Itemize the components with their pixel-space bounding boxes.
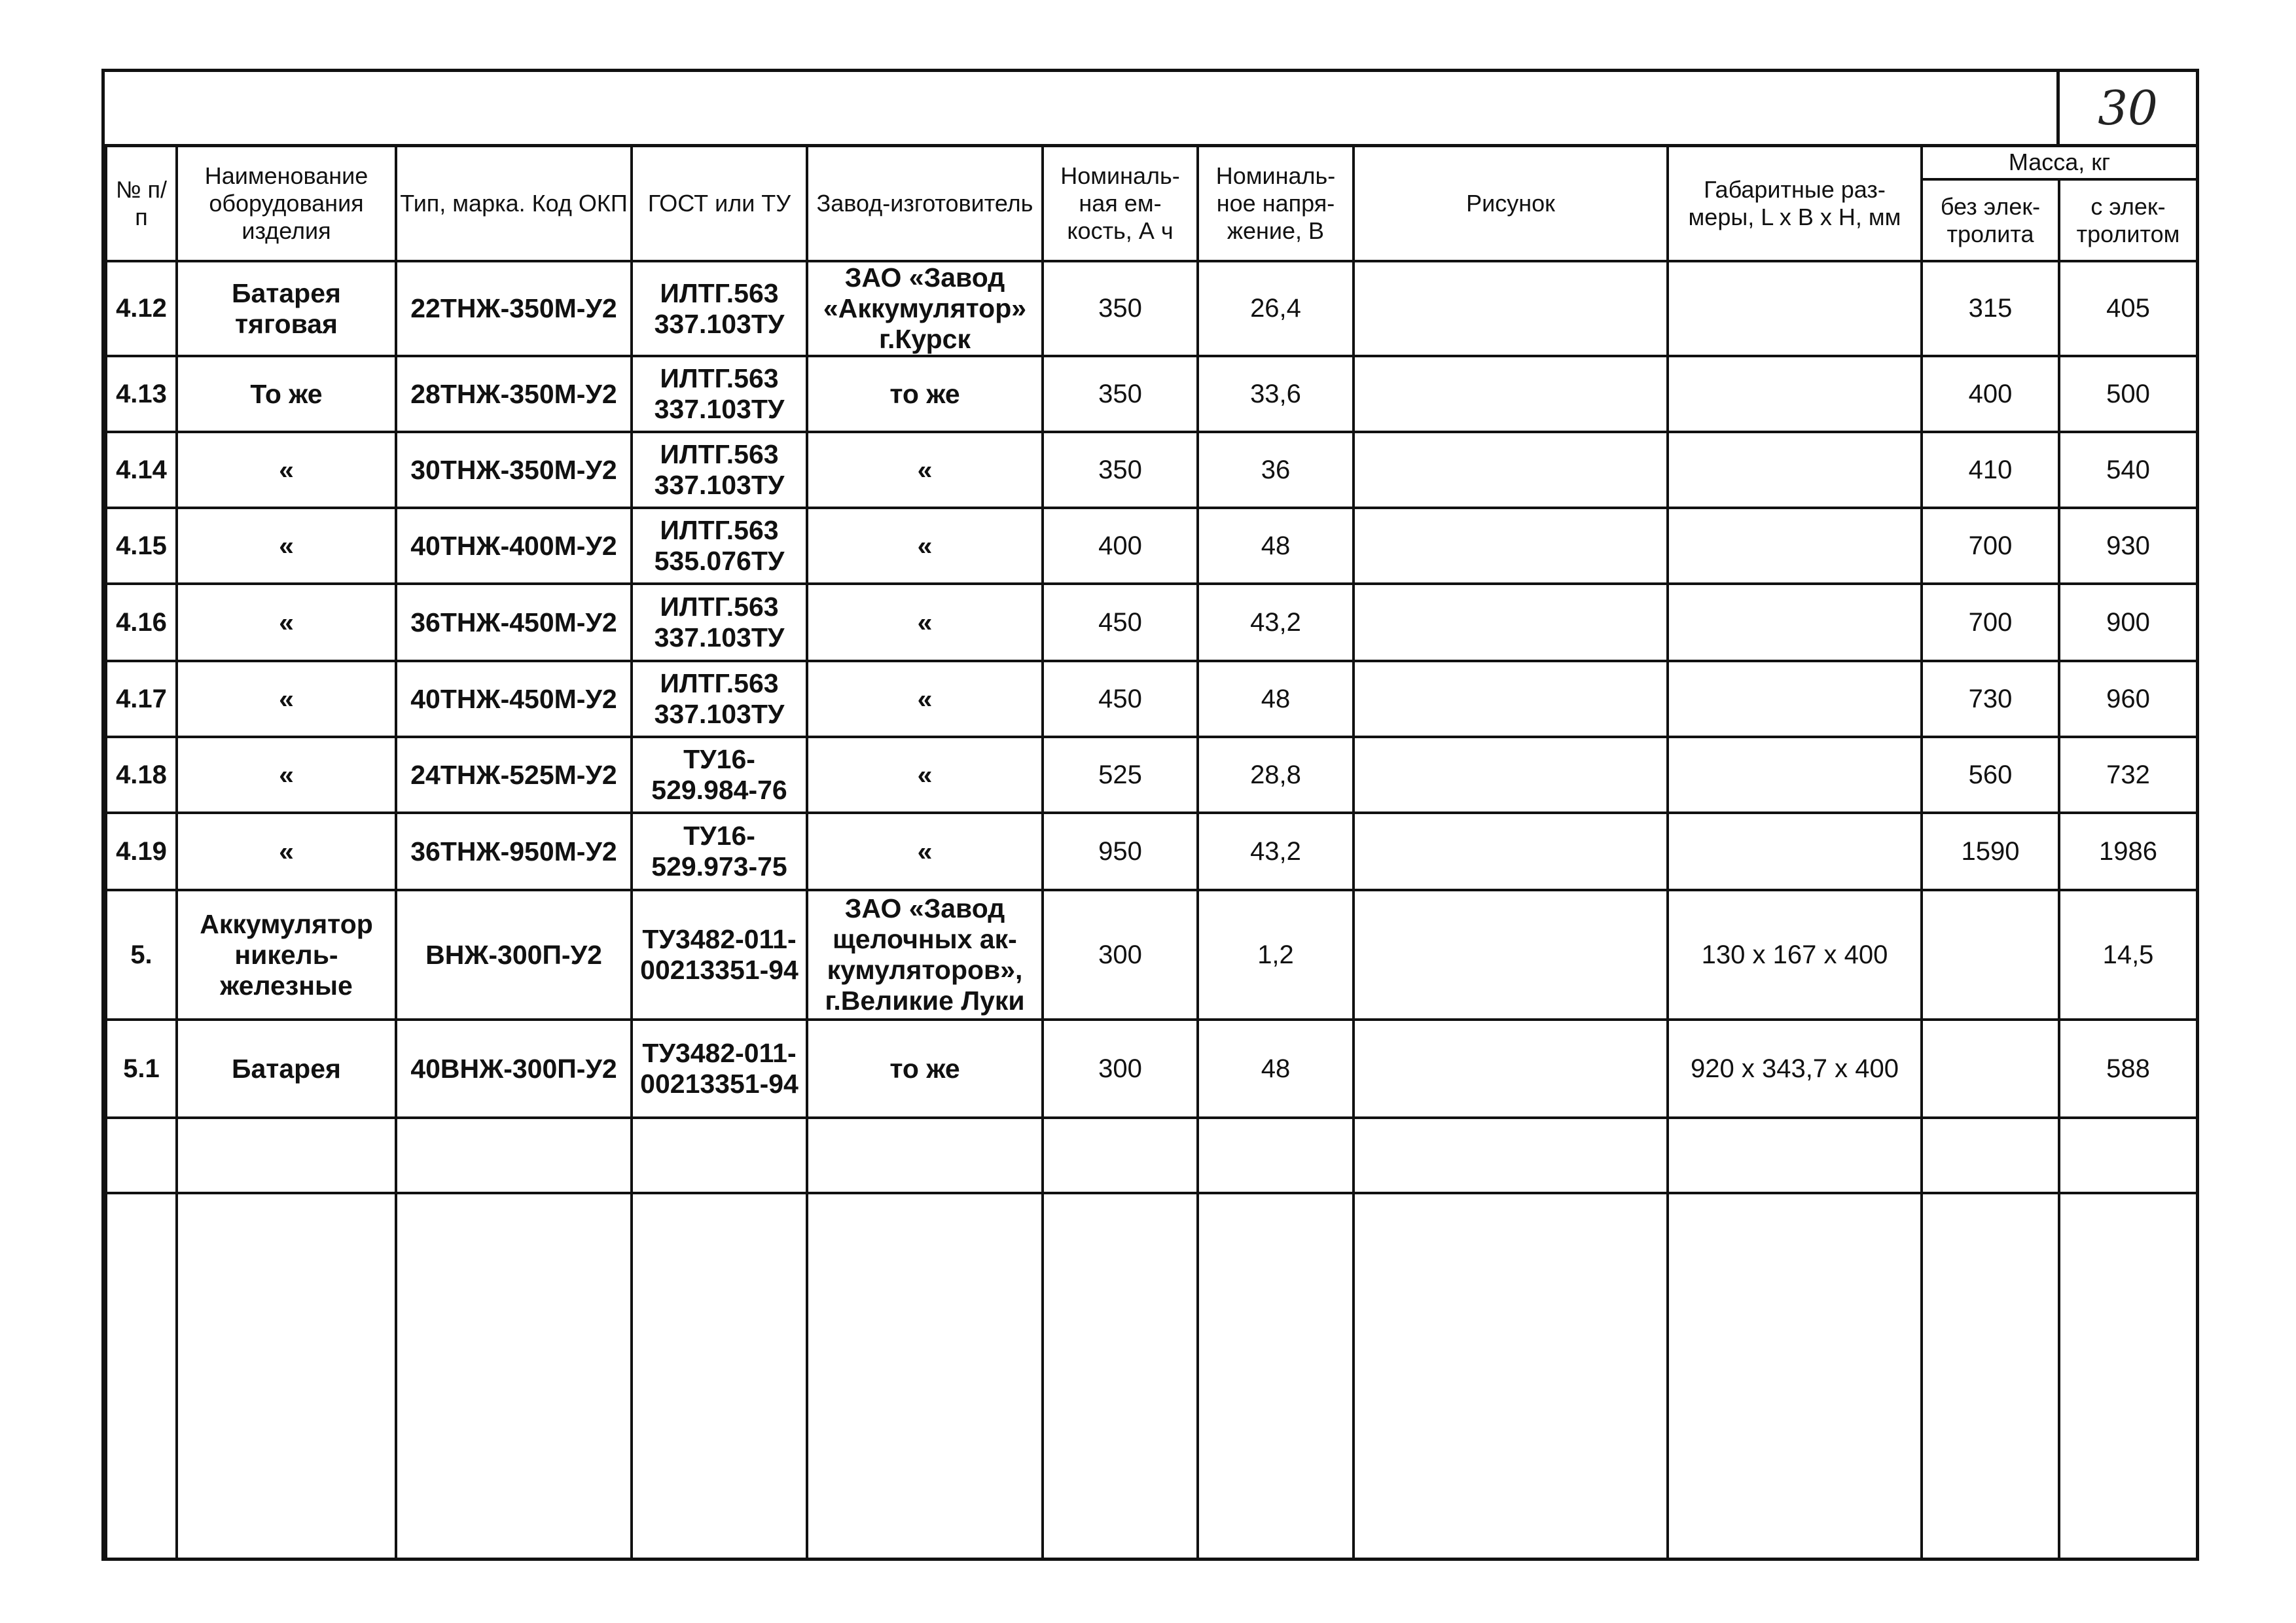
row-maker: то же [807,356,1043,432]
row-num: 5.1 [106,1020,177,1118]
row-maker: « [807,584,1043,661]
row-dims: 130 x 167 x 400 [1668,890,1922,1020]
equipment-table [105,144,2198,1561]
row-picture [1354,890,1668,1020]
row-gost: ИЛТГ.563 337.103ТУ [632,661,807,737]
empty-cell [2059,1118,2197,1193]
document-sheet [101,69,2199,1561]
row-num: 4.19 [106,813,177,890]
row-mass-wet: 405 [2059,261,2197,356]
row-name: Батарея тяговая [177,261,396,356]
row-gost: ИЛТГ.563 337.103ТУ [632,432,807,508]
row-mass-dry: 410 [1922,432,2059,508]
table-row [106,737,2197,813]
row-voltage: 36 [1198,432,1354,508]
row-maker: ЗАО «Завод «Аккумулятор» г.Курск [807,261,1043,356]
table-row [106,261,2197,356]
empty-cell [2059,1193,2197,1560]
row-name: « [177,813,396,890]
row-voltage: 48 [1198,1020,1354,1118]
row-dims [1668,508,1922,584]
row-name: « [177,508,396,584]
row-type: 28ТНЖ-350М-У2 [396,356,632,432]
row-maker: « [807,813,1043,890]
row-num: 5. [106,890,177,1020]
empty-cell [1043,1193,1198,1560]
row-maker: то же [807,1020,1043,1118]
header-picture: Рисунок [1354,145,1668,261]
row-mass-dry: 730 [1922,661,2059,737]
row-maker: « [807,508,1043,584]
empty-cell [106,1118,177,1193]
row-name: То же [177,356,396,432]
table-row [106,1020,2197,1118]
row-mass-dry: 400 [1922,356,2059,432]
row-name: Аккумулятор никель-железные [177,890,396,1020]
row-maker: « [807,737,1043,813]
header-maker: Завод-изготовитель [807,145,1043,261]
empty-cell [632,1193,807,1560]
row-picture [1354,1020,1668,1118]
header-num: № п/п [106,145,177,261]
row-voltage: 1,2 [1198,890,1354,1020]
empty-cell [177,1118,396,1193]
row-num: 4.18 [106,737,177,813]
empty-cell [1922,1193,2059,1560]
row-maker: « [807,432,1043,508]
table-body [106,261,2197,1560]
row-dims: 920 x 343,7 x 400 [1668,1020,1922,1118]
empty-cell [396,1193,632,1560]
header-dims: Габаритные раз-меры, L x B x H, мм [1668,145,1922,261]
row-mass-dry: 1590 [1922,813,2059,890]
empty-cell [1198,1118,1354,1193]
row-type: 36ТНЖ-450М-У2 [396,584,632,661]
row-capacity: 525 [1043,737,1198,813]
row-mass-wet: 500 [2059,356,2197,432]
row-num: 4.16 [106,584,177,661]
row-dims [1668,356,1922,432]
table-row [106,890,2197,1020]
row-picture [1354,432,1668,508]
empty-cell [807,1118,1043,1193]
row-num: 4.13 [106,356,177,432]
row-gost: ИЛТГ.563 337.103ТУ [632,584,807,661]
row-mass-wet: 732 [2059,737,2197,813]
row-voltage: 48 [1198,661,1354,737]
header-mass-dry: без элек-тролита [1922,179,2059,261]
empty-cell [177,1193,396,1560]
empty-cell [632,1118,807,1193]
row-type: 40ВНЖ-300П-У2 [396,1020,632,1118]
row-picture [1354,661,1668,737]
header-mass: Масса, кг [1922,145,2197,179]
header-capacity: Номиналь-ная ем-кость, А ч [1043,145,1198,261]
row-dims [1668,737,1922,813]
row-mass-dry: 560 [1922,737,2059,813]
header-mass-wet: с элек-тролитом [2059,179,2197,261]
empty-cell [1668,1193,1922,1560]
row-gost: ИЛТГ.563 337.103ТУ [632,261,807,356]
row-mass-wet: 960 [2059,661,2197,737]
row-mass-wet: 900 [2059,584,2197,661]
row-name: « [177,432,396,508]
row-gost: ИЛТГ.563 337.103ТУ [632,356,807,432]
header-name: Наименование оборудования изделия [177,145,396,261]
row-mass-wet: 540 [2059,432,2197,508]
top-strip [105,72,2196,147]
row-name: Батарея [177,1020,396,1118]
row-capacity: 400 [1043,508,1198,584]
row-num: 4.15 [106,508,177,584]
row-dims [1668,661,1922,737]
empty-cell [396,1118,632,1193]
row-gost: ТУ16-529.973-75 [632,813,807,890]
table-row [106,584,2197,661]
row-capacity: 300 [1043,890,1198,1020]
row-capacity: 450 [1043,661,1198,737]
row-name: « [177,737,396,813]
table-row [106,813,2197,890]
row-num: 4.14 [106,432,177,508]
row-voltage: 33,6 [1198,356,1354,432]
row-mass-dry [1922,1020,2059,1118]
empty-row [106,1193,2197,1560]
row-mass-dry: 700 [1922,584,2059,661]
row-maker: « [807,661,1043,737]
row-voltage: 43,2 [1198,584,1354,661]
empty-cell [1354,1193,1668,1560]
row-mass-wet: 930 [2059,508,2197,584]
row-num: 4.12 [106,261,177,356]
row-gost: ТУ3482-011-00213351-94 [632,890,807,1020]
table-row [106,432,2197,508]
row-mass-wet: 588 [2059,1020,2197,1118]
row-type: 40ТНЖ-400М-У2 [396,508,632,584]
row-gost: ТУ3482-011-00213351-94 [632,1020,807,1118]
page-number: 30 [2056,72,2196,144]
empty-cell [1354,1118,1668,1193]
empty-cell [106,1193,177,1560]
row-gost: ТУ16-529.984-76 [632,737,807,813]
row-capacity: 950 [1043,813,1198,890]
header-voltage: Номиналь-ное напря-жение, В [1198,145,1354,261]
empty-cell [1668,1118,1922,1193]
row-voltage: 48 [1198,508,1354,584]
row-picture [1354,261,1668,356]
row-mass-wet: 1986 [2059,813,2197,890]
header-type: Тип, марка. Код ОКП [396,145,632,261]
row-mass-dry [1922,890,2059,1020]
row-capacity: 350 [1043,356,1198,432]
row-capacity: 350 [1043,261,1198,356]
empty-cell [1043,1118,1198,1193]
row-mass-dry: 315 [1922,261,2059,356]
row-name: « [177,584,396,661]
row-type: 30ТНЖ-350М-У2 [396,432,632,508]
row-capacity: 450 [1043,584,1198,661]
table-row [106,508,2197,584]
row-picture [1354,584,1668,661]
row-type: 36ТНЖ-950М-У2 [396,813,632,890]
row-mass-dry: 700 [1922,508,2059,584]
row-gost: ИЛТГ.563 535.076ТУ [632,508,807,584]
row-dims [1668,584,1922,661]
table-row [106,356,2197,432]
row-picture [1354,508,1668,584]
empty-row [106,1118,2197,1193]
row-picture [1354,813,1668,890]
row-dims [1668,813,1922,890]
empty-cell [807,1193,1043,1560]
header-gost: ГОСТ или ТУ [632,145,807,261]
row-voltage: 26,4 [1198,261,1354,356]
row-num: 4.17 [106,661,177,737]
row-dims [1668,432,1922,508]
row-picture [1354,737,1668,813]
row-dims [1668,261,1922,356]
row-voltage: 28,8 [1198,737,1354,813]
row-capacity: 300 [1043,1020,1198,1118]
empty-cell [1922,1118,2059,1193]
row-maker: ЗАО «Завод щелочных ак-кумуляторов», г.Великие Луки [807,890,1043,1020]
row-name: « [177,661,396,737]
row-type: 40ТНЖ-450М-У2 [396,661,632,737]
row-voltage: 43,2 [1198,813,1354,890]
row-type: 22ТНЖ-350М-У2 [396,261,632,356]
row-mass-wet: 14,5 [2059,890,2197,1020]
row-capacity: 350 [1043,432,1198,508]
row-picture [1354,356,1668,432]
row-type: ВНЖ-300П-У2 [396,890,632,1020]
empty-cell [1198,1193,1354,1560]
row-type: 24ТНЖ-525М-У2 [396,737,632,813]
table-row [106,661,2197,737]
